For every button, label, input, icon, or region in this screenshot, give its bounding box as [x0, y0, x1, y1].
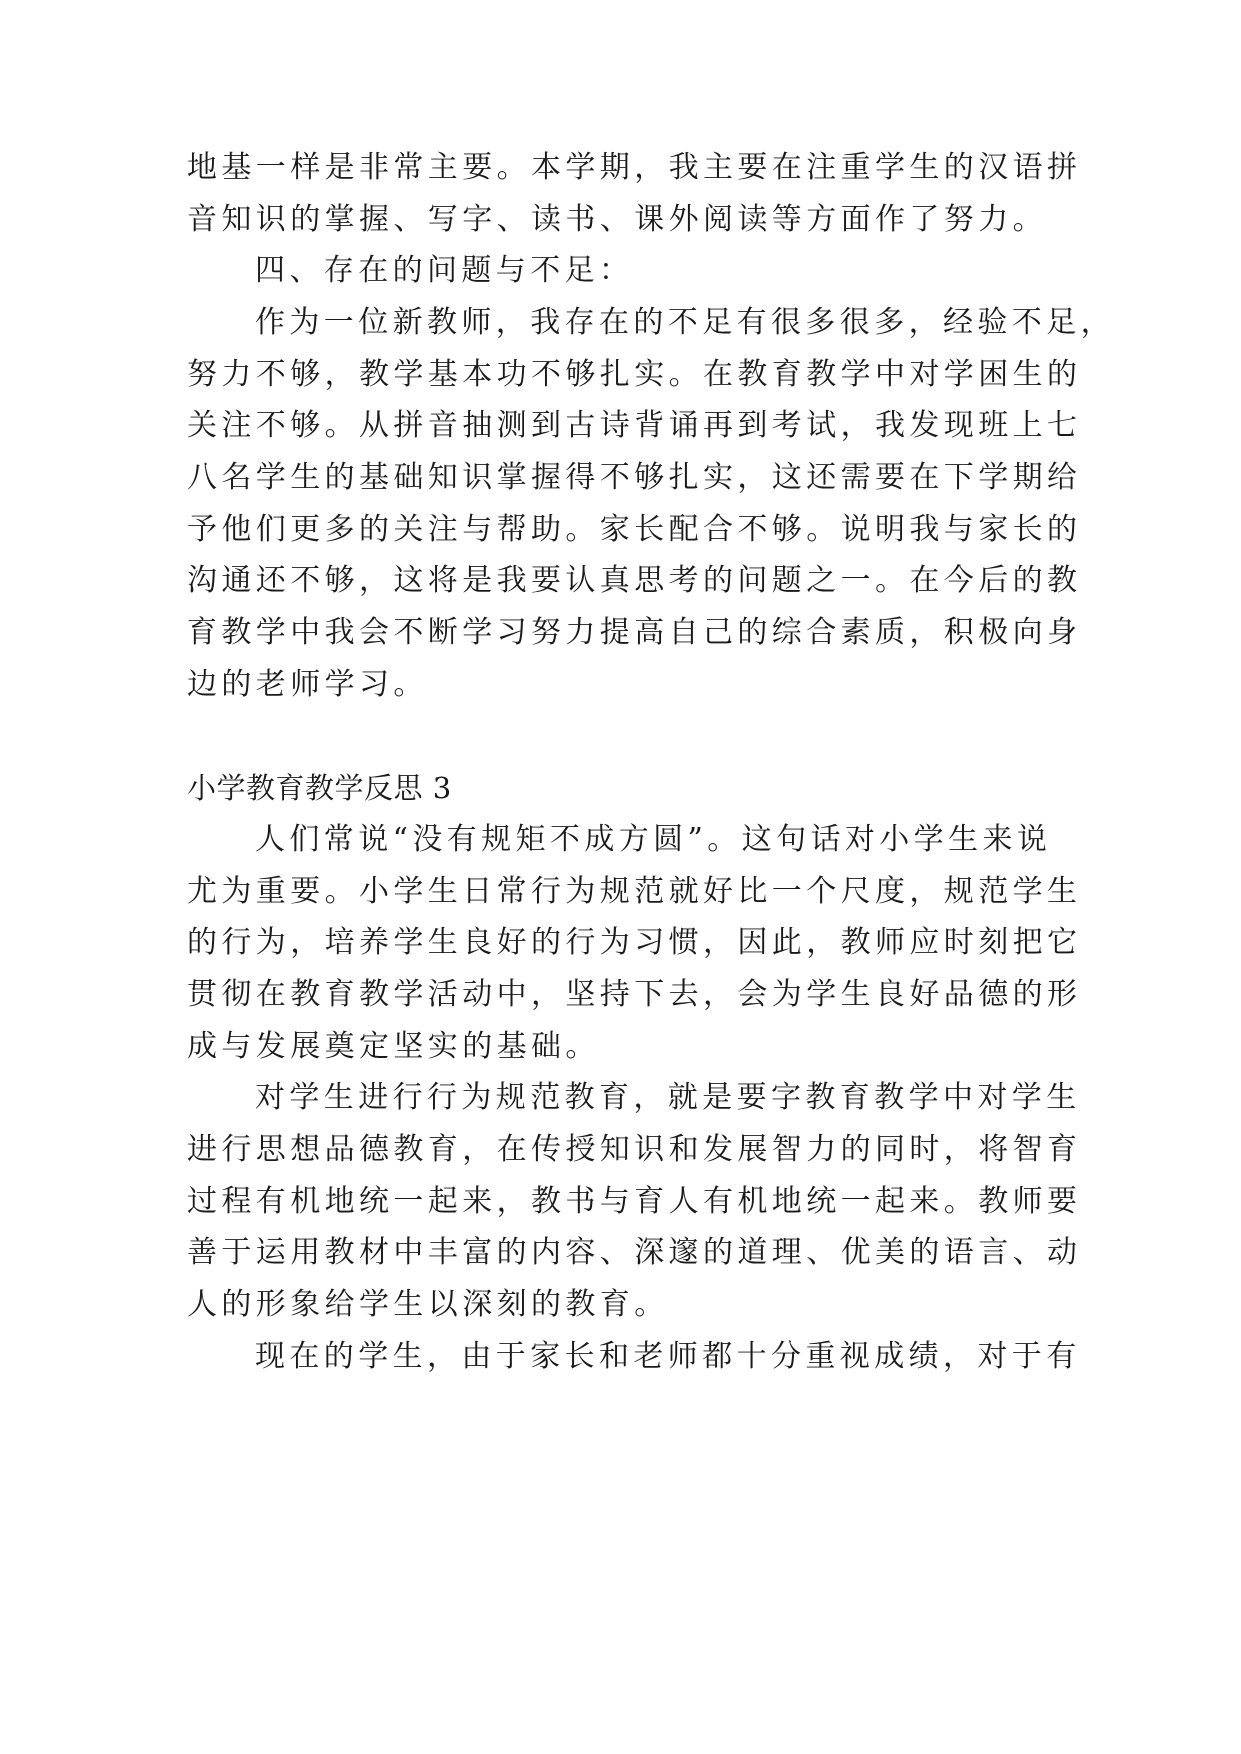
- text-line: 人们常说“没有规矩不成方圆”。这句话对小学生来说: [255, 822, 1052, 857]
- text-line: 进行思想品德教育，在传授知识和发展智力的同时，将智育: [187, 1132, 1082, 1167]
- text-line: 音知识的掌握、写字、读书、课外阅读等方面作了努力。: [187, 202, 1047, 237]
- text-line: 现在的学生，由于家长和老师都十分重视成绩，对于有: [255, 1339, 1081, 1374]
- section-title: 小学教育教学反思 3: [187, 771, 452, 805]
- text-line: 成与发展奠定坚实的基础。: [187, 1029, 600, 1064]
- text-line: 关注不够。从拼音抽测到古诗背诵再到考试，我发现班上七: [187, 408, 1082, 443]
- text-line: 地基一样是非常主要。本学期，我主要在注重学生的汉语拼: [187, 150, 1082, 185]
- subheading-problems: 四、存在的问题与不足：: [255, 253, 634, 288]
- text-line: 努力不够，教学基本功不够扎实。在教育教学中对学困生的: [187, 357, 1082, 392]
- text-line: 善于运用教材中丰富的内容、深邃的道理、优美的语言、动: [187, 1235, 1082, 1270]
- text-line: 对学生进行行为规范教育，就是要字教育教学中对学生: [255, 1080, 1081, 1115]
- text-line: 人的形象给学生以深刻的教育。: [187, 1287, 669, 1322]
- text-line: 过程有机地统一起来，教书与育人有机地统一起来。教师要: [187, 1184, 1082, 1219]
- text-line: 尤为重要。小学生日常行为规范就好比一个尺度，规范学生: [187, 874, 1082, 909]
- text-line: 育教学中我会不断学习努力提高自己的综合素质，积极向身: [187, 615, 1082, 650]
- text-line: 予他们更多的关注与帮助。家长配合不够。说明我与家长的: [187, 512, 1082, 547]
- text-line: 八名学生的基础知识掌握得不够扎实，这还需要在下学期给: [187, 460, 1082, 495]
- text-line: 沟通还不够，这将是我要认真思考的问题之一。在今后的教: [187, 563, 1082, 598]
- text-line: 作为一位新教师，我存在的不足有很多很多，经验不足，: [255, 305, 1115, 340]
- text-line: 贯彻在教育教学活动中，坚持下去，会为学生良好品德的形: [187, 977, 1082, 1012]
- text-line: 边的老师学习。: [187, 667, 428, 702]
- text-line: 的行为，培养学生良好的行为习惯，因此，教师应时刻把它: [187, 925, 1082, 960]
